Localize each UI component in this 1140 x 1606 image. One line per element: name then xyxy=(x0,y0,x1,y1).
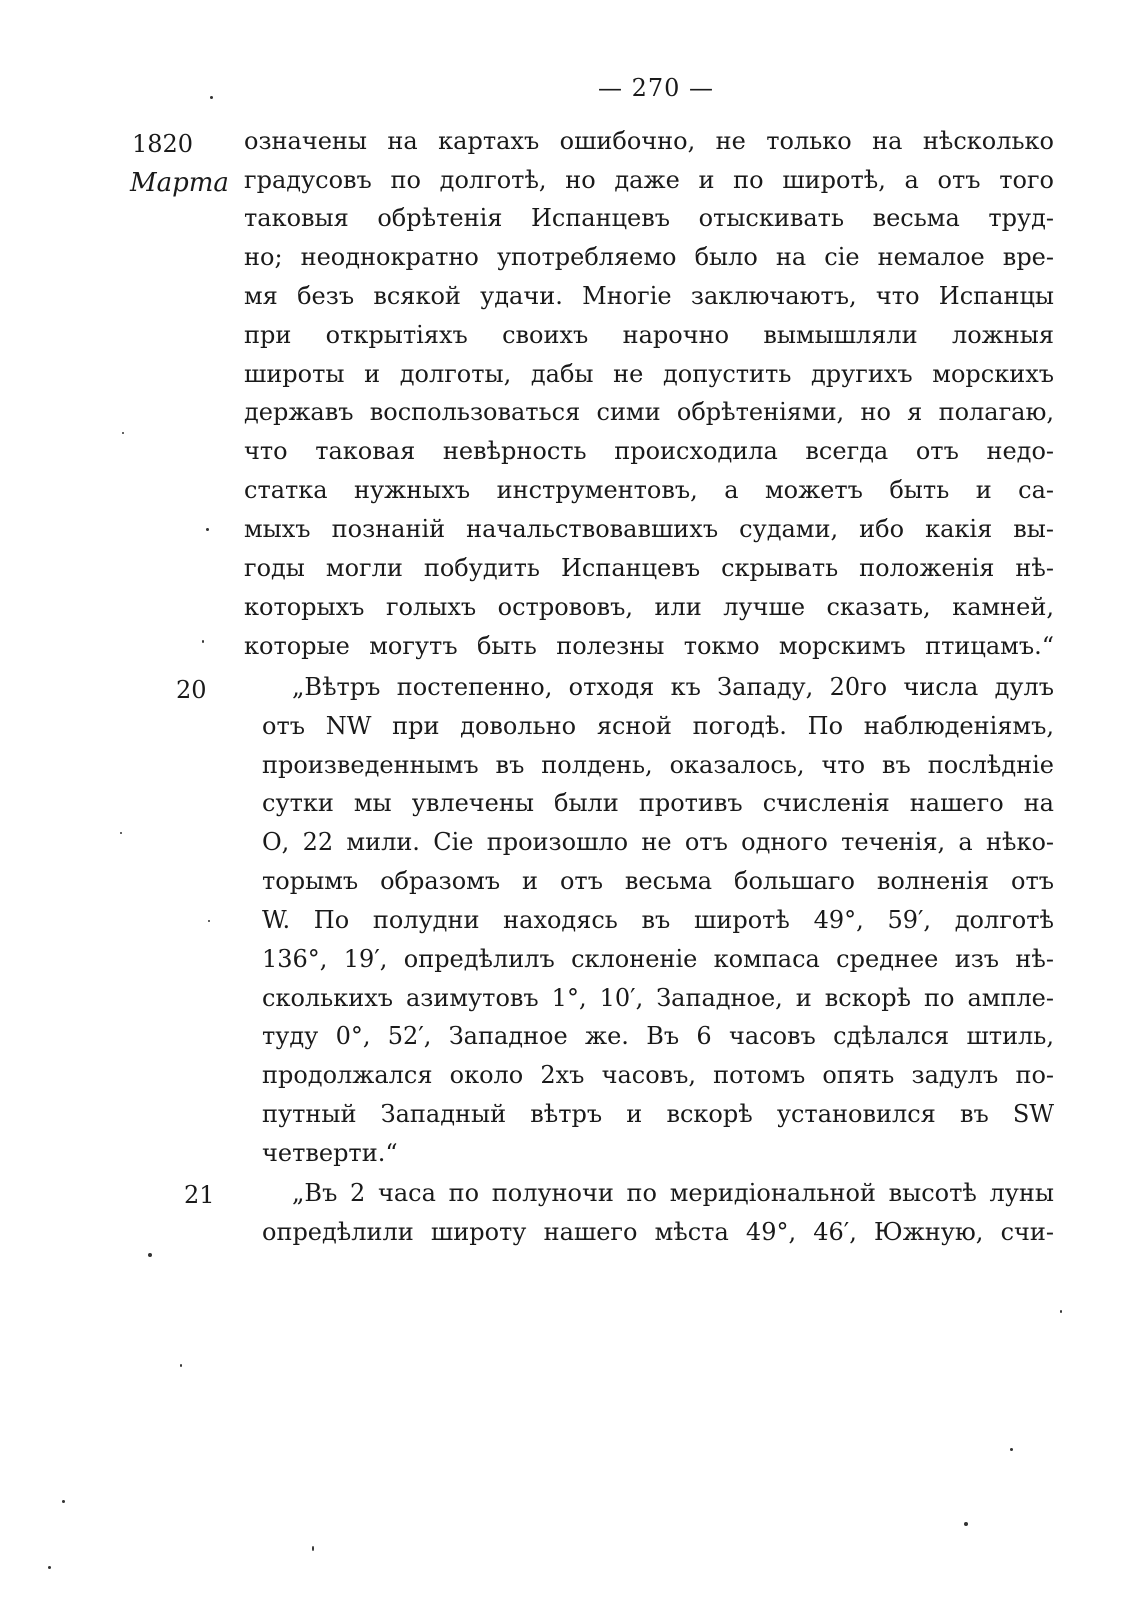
text-line: опредѣлили широту нашего мѣста 49°, 46′, Южную, счи- xyxy=(262,1218,1054,1246)
text-line: державъ воспользоваться сими обрѣтеніями, но я полагаю, xyxy=(244,398,1054,426)
margin-year: 1820 xyxy=(132,130,194,158)
text-line: туду 0°, 52′, Западное же. Въ 6 часовъ сдѣлался штиль, xyxy=(262,1022,1054,1050)
scan-speck xyxy=(210,96,213,99)
text-line: „Въ 2 часа по полуночи по меридіональной высотѣ луны xyxy=(292,1179,1054,1207)
text-line: произведеннымъ въ полдень, оказалось, что въ послѣдніе xyxy=(262,751,1054,779)
scan-speck xyxy=(62,1500,65,1503)
scan-speck xyxy=(1060,1310,1062,1313)
margin-month: Марта xyxy=(130,168,229,198)
text-line: О, 22 мили. Сіе произошло не отъ одного теченія, а нѣко- xyxy=(262,828,1054,856)
text-line: мя безъ всякой удачи. Многіе заключаютъ, что Испанцы xyxy=(244,282,1054,310)
scan-speck xyxy=(1010,1448,1013,1451)
text-line: четверти.“ xyxy=(262,1139,398,1167)
text-line: торымъ образомъ и отъ весьма большаго волненія отъ xyxy=(262,867,1054,895)
text-line: при открытіяхъ своихъ нарочно вымышляли ложныя xyxy=(244,321,1054,349)
text-line: означены на картахъ ошибочно, не только на нѣсколько xyxy=(244,127,1054,155)
scan-speck xyxy=(208,920,210,922)
text-line: продолжался около 2хъ часовъ, потомъ опять задулъ по- xyxy=(262,1061,1054,1089)
text-line: которые могутъ быть полезны токмо морскимъ птицамъ.“ xyxy=(244,632,1054,660)
text-line: статка нужныхъ инструментовъ, а можетъ быть и са- xyxy=(244,476,1054,504)
text-line: сутки мы увлечены были противъ счисленія нашего на xyxy=(262,789,1054,817)
scan-speck xyxy=(964,1522,968,1526)
scan-speck xyxy=(312,1546,314,1551)
margin-day-21: 21 xyxy=(184,1181,215,1209)
scan-speck xyxy=(202,640,204,643)
text-line: градусовъ по долготѣ, но даже и по широтѣ, а отъ того xyxy=(244,166,1054,194)
scan-speck xyxy=(120,832,122,834)
text-line: 136°, 19′, опредѣлилъ склоненіе компаса среднее изъ нѣ- xyxy=(262,945,1054,973)
text-line: таковыя обрѣтенія Испанцевъ отыскивать весьма труд- xyxy=(244,204,1054,232)
scan-speck xyxy=(48,1566,51,1569)
text-line: „Вѣтръ постепенно, отходя къ Западу, 20го числа дулъ xyxy=(292,673,1054,701)
text-line: мыхъ познаній начальствовавшихъ судами, ибо какія вы- xyxy=(244,515,1054,543)
text-line: годы могли побудить Испанцевъ скрывать положенія нѣ- xyxy=(244,554,1054,582)
page-number: — 270 — xyxy=(597,74,715,102)
scan-speck xyxy=(180,1364,182,1367)
text-line: сколькихъ азимутовъ 1°, 10′, Западное, и вскорѣ по ампле- xyxy=(262,984,1054,1012)
text-line: что таковая невѣрность происходила всегда отъ недо- xyxy=(244,437,1054,465)
scan-speck xyxy=(148,1253,152,1257)
scan-speck xyxy=(206,528,209,531)
text-line: широты и долготы, дабы не допустить другихъ морскихъ xyxy=(244,360,1054,388)
margin-day-20: 20 xyxy=(176,676,207,704)
text-line: но; неоднократно употребляемо было на сіе немалое вре- xyxy=(244,243,1054,271)
text-line: путный Западный вѣтръ и вскорѣ установился въ SW xyxy=(262,1100,1054,1128)
text-line: которыхъ голыхъ острововъ, или лучше сказать, камней, xyxy=(244,593,1054,621)
scan-speck xyxy=(122,432,124,434)
text-line: W. По полудни находясь въ широтѣ 49°, 59′, долготѣ xyxy=(262,906,1054,934)
text-line: отъ NW при довольно ясной погодѣ. По наблюденіямъ, xyxy=(262,712,1054,740)
